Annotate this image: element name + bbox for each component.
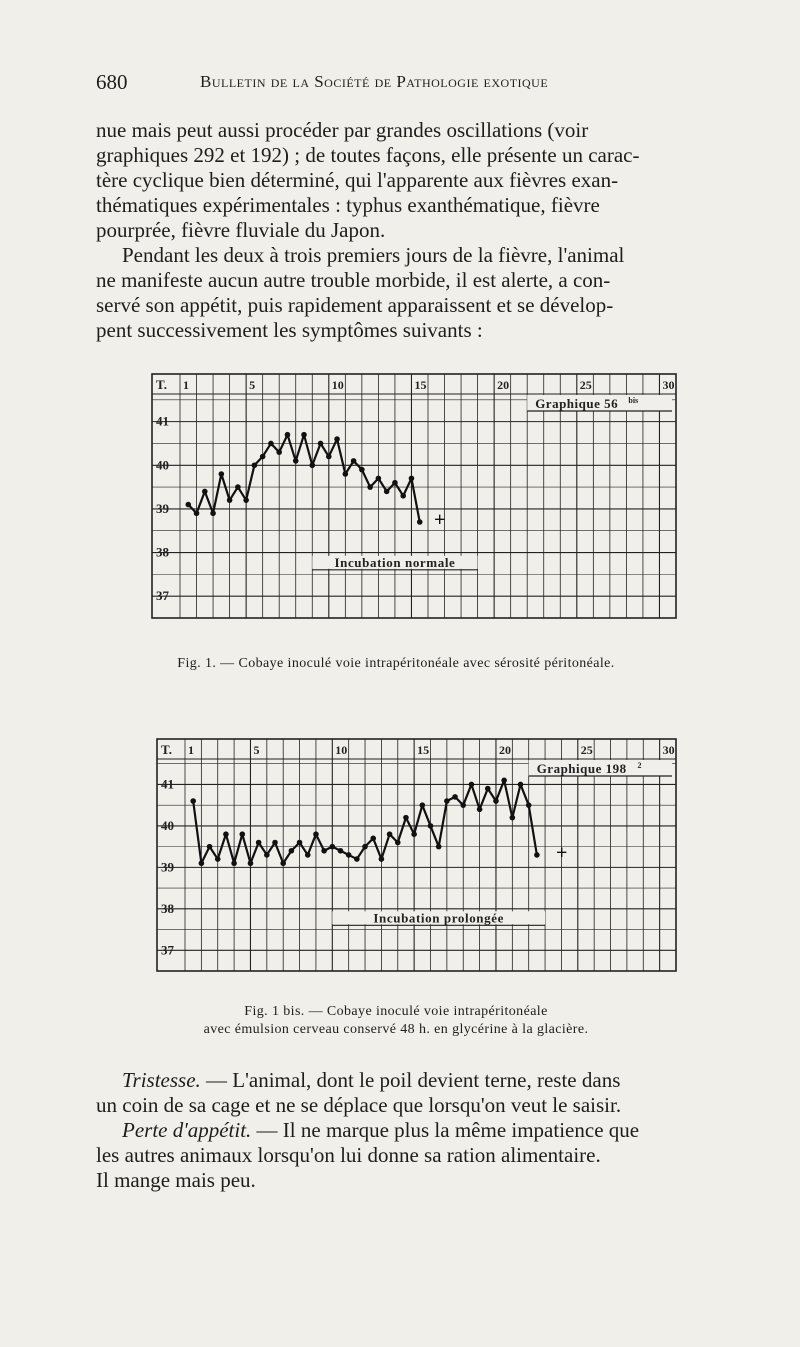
temperature-point [260, 454, 266, 460]
temperature-point [379, 856, 385, 862]
y-tick-label: 41 [156, 413, 169, 429]
x-tick-label: 15 [417, 743, 430, 757]
y-tick-label: 39 [161, 859, 174, 875]
y-tick-label: 40 [161, 817, 174, 833]
temperature-point [469, 782, 475, 788]
text-line: graphiques 292 et 192) ; de toutes façons, elle présente un carac- [96, 143, 640, 167]
chart-title-superscript: 2 [637, 761, 642, 770]
paragraph-symptoms-intro [96, 243, 682, 343]
temperature-point [518, 782, 524, 788]
temperature-point [534, 852, 540, 858]
text-line: Pendant les deux à trois premiers jours de la fièvre, l'animal [122, 243, 625, 267]
figure-1-caption: Fig. 1. — Cobaye inoculé voie intrapéritonéale avec sérosité péritonéale. [177, 656, 615, 671]
x-tick-label: 30 [662, 743, 675, 757]
text-line: Il mange mais peu. [96, 1168, 256, 1192]
temperature-point [436, 844, 442, 850]
temperature-point [276, 449, 282, 455]
paragraph-continuation [96, 118, 682, 243]
temperature-chart-2 [155, 725, 680, 975]
temperature-point [452, 794, 458, 800]
figure-2-caption [96, 1003, 696, 1039]
corner-label: T. [156, 377, 167, 392]
text-line: un coin de sa cage et ne se déplace que lorsqu'on veut le saisir. [96, 1093, 622, 1117]
text-line: nue mais peut aussi procéder par grandes oscillations (voir [96, 118, 589, 142]
temperature-point [444, 798, 450, 804]
temperature-point [185, 502, 191, 508]
corner-label: T. [161, 742, 172, 757]
temperature-point [272, 840, 278, 846]
temperature-point [227, 497, 233, 503]
chart-title: Graphique 198 [536, 761, 627, 776]
temperature-point [280, 860, 286, 866]
temperature-point [318, 441, 324, 447]
text-line: ne manifeste aucun autre trouble morbide, il est alerte, a con- [96, 268, 611, 292]
x-tick-label: 1 [188, 743, 194, 757]
temperature-point [346, 852, 352, 858]
temperature-point [493, 798, 499, 804]
x-tick-label: 5 [249, 378, 256, 392]
y-tick-label: 38 [156, 544, 169, 560]
temperature-point [409, 476, 415, 482]
temperature-point [392, 480, 398, 486]
temperature-point [411, 831, 417, 837]
temperature-point [384, 489, 390, 495]
x-tick-label: 10 [331, 378, 344, 392]
temperature-point [376, 476, 382, 482]
y-tick-label: 41 [161, 776, 174, 792]
annotation-label: Incubation normale [334, 554, 456, 570]
y-tick-label: 37 [161, 942, 174, 958]
symptom-heading: Tristesse. [122, 1068, 201, 1092]
temperature-point [285, 432, 291, 438]
temperature-point [219, 471, 225, 477]
temperature-point [252, 462, 258, 468]
text-line: tère cyclique bien déterminé, qui l'apparente aux fièvres exan- [96, 168, 619, 192]
temperature-point [305, 852, 311, 858]
temperature-point [420, 802, 426, 808]
x-tick-label: 25 [579, 378, 592, 392]
text-line: pent successivement les symptômes suivants : [96, 318, 483, 342]
temperature-point [190, 798, 196, 804]
temperature-point [215, 856, 221, 862]
temperature-point [321, 848, 327, 854]
temperature-point [194, 510, 200, 516]
temperature-point [485, 786, 491, 792]
chart-title-superscript: bis [628, 396, 639, 405]
temperature-point [338, 848, 344, 854]
x-tick-label: 1 [183, 378, 189, 392]
text-line: servé son appétit, puis rapidement apparaissent et se dévelop- [96, 293, 614, 317]
temperature-point [210, 510, 216, 516]
paragraph-symptoms [96, 1068, 682, 1193]
temperature-point [343, 471, 349, 477]
temperature-point [297, 840, 303, 846]
chart-title: Graphique 56 [535, 396, 619, 411]
x-tick-label: 20 [498, 743, 511, 757]
temperature-point [293, 458, 299, 464]
temperature-point [239, 831, 245, 837]
temperature-point [207, 844, 213, 850]
temperature-point [370, 836, 376, 842]
temperature-point [223, 831, 229, 837]
text-line: Perte d'appétit. — Il ne marque plus la même impatience que [122, 1118, 640, 1142]
temperature-chart-1 [150, 360, 680, 622]
temperature-point [268, 441, 274, 447]
temperature-point [199, 860, 205, 866]
text-line: Tristesse. — L'animal, dont le poil devient terne, reste dans [122, 1068, 621, 1092]
temperature-point [330, 844, 336, 850]
temperature-point [400, 493, 406, 499]
temperature-point [501, 778, 507, 784]
annotation-label: Incubation prolongée [373, 910, 504, 926]
temperature-point [248, 860, 254, 866]
y-tick-label: 40 [156, 457, 169, 473]
x-tick-label: 15 [414, 378, 427, 392]
death-marker: + [555, 841, 568, 864]
text-line: les autres animaux lorsqu'on lui donne sa ration alimentaire. [96, 1143, 601, 1167]
x-tick-label: 10 [335, 743, 348, 757]
temperature-point [313, 831, 319, 837]
temperature-point [235, 484, 241, 490]
temperature-point [510, 815, 516, 821]
temperature-point [362, 844, 368, 850]
y-tick-label: 38 [161, 900, 174, 916]
temperature-point [359, 467, 365, 473]
running-title: Bulletin de la Société de Pathologie exotique [200, 72, 549, 91]
death-marker: + [434, 509, 446, 531]
temperature-point [334, 436, 340, 442]
figure-1-chart [150, 360, 680, 627]
temperature-point [243, 497, 249, 503]
temperature-point [301, 432, 307, 438]
temperature-point [309, 462, 315, 468]
caption-line: avec émulsion cerveau conservé 48 h. en glycérine à la glacière. [203, 1022, 589, 1037]
temperature-point [231, 860, 237, 866]
temperature-point [526, 802, 532, 808]
y-tick-label: 39 [156, 500, 169, 516]
temperature-point [387, 831, 393, 837]
text-line: pourprée, fièvre fluviale du Japon. [96, 218, 386, 242]
temperature-point [351, 458, 357, 464]
temperature-point [202, 489, 208, 495]
figure-2-chart [155, 725, 680, 980]
temperature-point [256, 840, 262, 846]
temperature-point [326, 454, 332, 460]
temperature-point [395, 840, 401, 846]
x-tick-label: 25 [580, 743, 593, 757]
symptom-heading: Perte d'appétit. [122, 1118, 252, 1142]
temperature-point [460, 802, 466, 808]
temperature-point [289, 848, 295, 854]
page-number: 680 [96, 70, 128, 94]
y-tick-label: 37 [156, 588, 169, 604]
temperature-point [403, 815, 409, 821]
x-tick-label: 20 [497, 378, 510, 392]
temperature-point [367, 484, 373, 490]
temperature-point [428, 823, 434, 829]
x-tick-label: 30 [662, 378, 675, 392]
temperature-point [354, 856, 360, 862]
x-tick-label: 5 [253, 743, 260, 757]
text-line: thématiques expérimentales : typhus exanthématique, fièvre [96, 193, 600, 217]
temperature-point [264, 852, 270, 858]
temperature-point [417, 519, 423, 525]
caption-line: Fig. 1 bis. — Cobaye inoculé voie intrapéritonéale [244, 1004, 548, 1019]
temperature-point [477, 807, 483, 813]
